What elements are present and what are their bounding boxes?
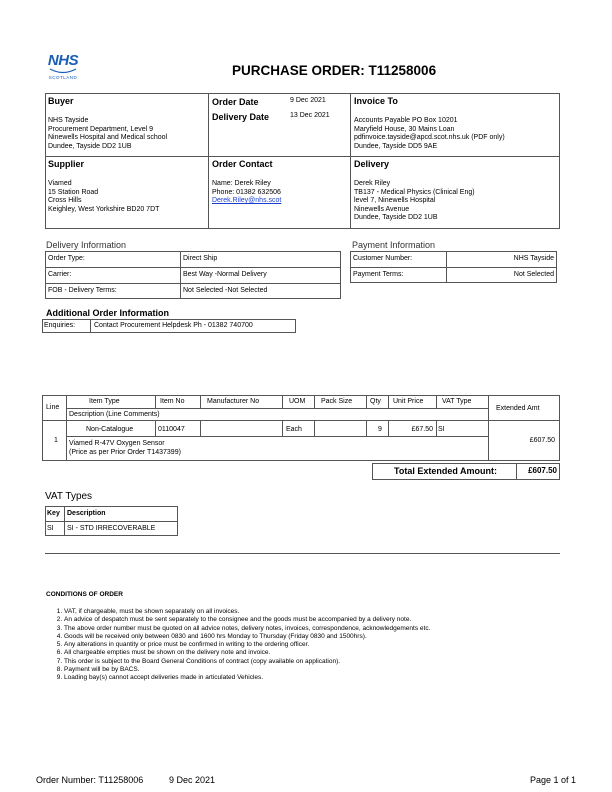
col-qty: Qty — [370, 398, 381, 405]
order-date-value: 9 Dec 2021 — [290, 97, 326, 104]
conditions-list: 1. VAT, if chargeable, must be shown separately on all invoices. 2. An advice of despatch must be sent separately to the consignee and the goods must be accompanied by a delivery note. 3. The above order number must be quoted on all advice notes, delivery notes, invoices, correspondence, acknowledgements etc. 4. Goods will be received only between 0830 and 1600 hrs Monday to Thursday (Friday 0830 and 1500hrs). 5. Any alterations in quantity or price must be confirmed in writing to the ordering officer. 6. All chargeable empties must be shown on the delivery note and invoice. 7. This order is subject to the Board General Conditions of contract (copy available on application). 8. Payment will be by BACS. 9. Loading bay(s) cannot accept deliveries made in articulated Vehicles. — [46, 608, 546, 683]
order-contact-heading: Order Contact — [212, 159, 273, 169]
col-vat-type: VAT Type — [442, 398, 472, 405]
footer-order-number: Order Number: T11258006 — [36, 775, 144, 785]
conditions-heading: CONDITIONS OF ORDER — [46, 591, 123, 598]
row-uom: Each — [286, 426, 302, 433]
col-manufacturer-no: Manufacturer No — [207, 398, 260, 405]
col-uom: UOM — [289, 398, 306, 405]
buyer-heading: Buyer — [48, 96, 74, 106]
nhs-logo — [46, 52, 80, 80]
row-description: Viamed R-47V Oxygen Sensor (Price as per Prior Order T1437399) — [69, 440, 181, 456]
delivery-date-value: 13 Dec 2021 — [290, 112, 330, 119]
additional-info-heading: Additional Order Information — [46, 308, 169, 318]
contact-name: Name: Derek Riley — [212, 180, 271, 187]
footer-page: Page 1 of 1 — [529, 775, 576, 785]
col-item-type: Item Type — [89, 398, 120, 405]
invoice-to-address: Accounts Payable PO Box 10201 Maryfield House, 30 Mains Loan pdfinvoice.tayside@apcd.scot.nhs.uk (PDF only) Dundee, Tayside DD5 9AE — [354, 117, 505, 150]
delivery-info-heading: Delivery Information — [46, 240, 127, 250]
footer-date: 9 Dec 2021 — [169, 775, 216, 785]
col-line: Line — [46, 404, 60, 411]
total-label: Total Extended Amount: — [394, 466, 497, 476]
order-contact-details — [212, 180, 281, 206]
row-vat-type: SI — [438, 426, 445, 433]
payment-info-heading: Payment Information — [352, 240, 436, 250]
delivery-heading: Delivery — [354, 159, 390, 169]
col-unit-price: Unit Price — [393, 398, 424, 405]
logo-scotland-text: SCOTLAND — [48, 75, 78, 80]
supplier-heading: Supplier — [48, 159, 85, 169]
row-item-type: Non-Catalogue — [86, 426, 134, 433]
row-qty: 9 — [378, 426, 382, 433]
order-date-label: Order Date — [212, 97, 259, 107]
section-divider — [45, 553, 560, 554]
col-item-no: Item No — [160, 398, 185, 405]
supplier-address: Viamed 15 Station Road Cross Hills Keighley, West Yorkshire BD20 7DT — [48, 180, 160, 213]
invoice-to-heading: Invoice To — [354, 96, 398, 106]
contact-phone: Phone: 01382 632506 — [212, 188, 281, 196]
col-extended-amt: Extended Amt — [496, 405, 540, 412]
contact-email-link[interactable]: Derek.Riley@nhs.scot — [212, 197, 282, 204]
page-title: PURCHASE ORDER: T11258006 — [232, 63, 437, 78]
row-extended-amt: £607.50 — [529, 437, 555, 444]
buyer-address: NHS Tayside Procurement Department, Level 9 Ninewells Hospital and Medical school Dundee, Tayside DD2 1UB — [48, 117, 168, 150]
col-pack-size: Pack Size — [321, 398, 353, 405]
row-item-no: 0110047 — [158, 426, 185, 433]
col-description: Description (Line Comments) — [69, 411, 160, 418]
delivery-address: Derek Riley TB137 - Medical Physics (Clinical Eng) level 7, Ninewells Hospital Ninewells Avenue Dundee, Tayside DD2 1UB — [354, 180, 475, 221]
logo-nhs-text: NHS — [47, 52, 79, 69]
vat-types-heading: VAT Types — [45, 491, 93, 502]
delivery-date-label: Delivery Date — [212, 112, 270, 122]
total-value: £607.50 — [528, 466, 557, 475]
row-line: 1 — [54, 437, 58, 444]
row-unit-price: £67.50 — [411, 426, 433, 433]
